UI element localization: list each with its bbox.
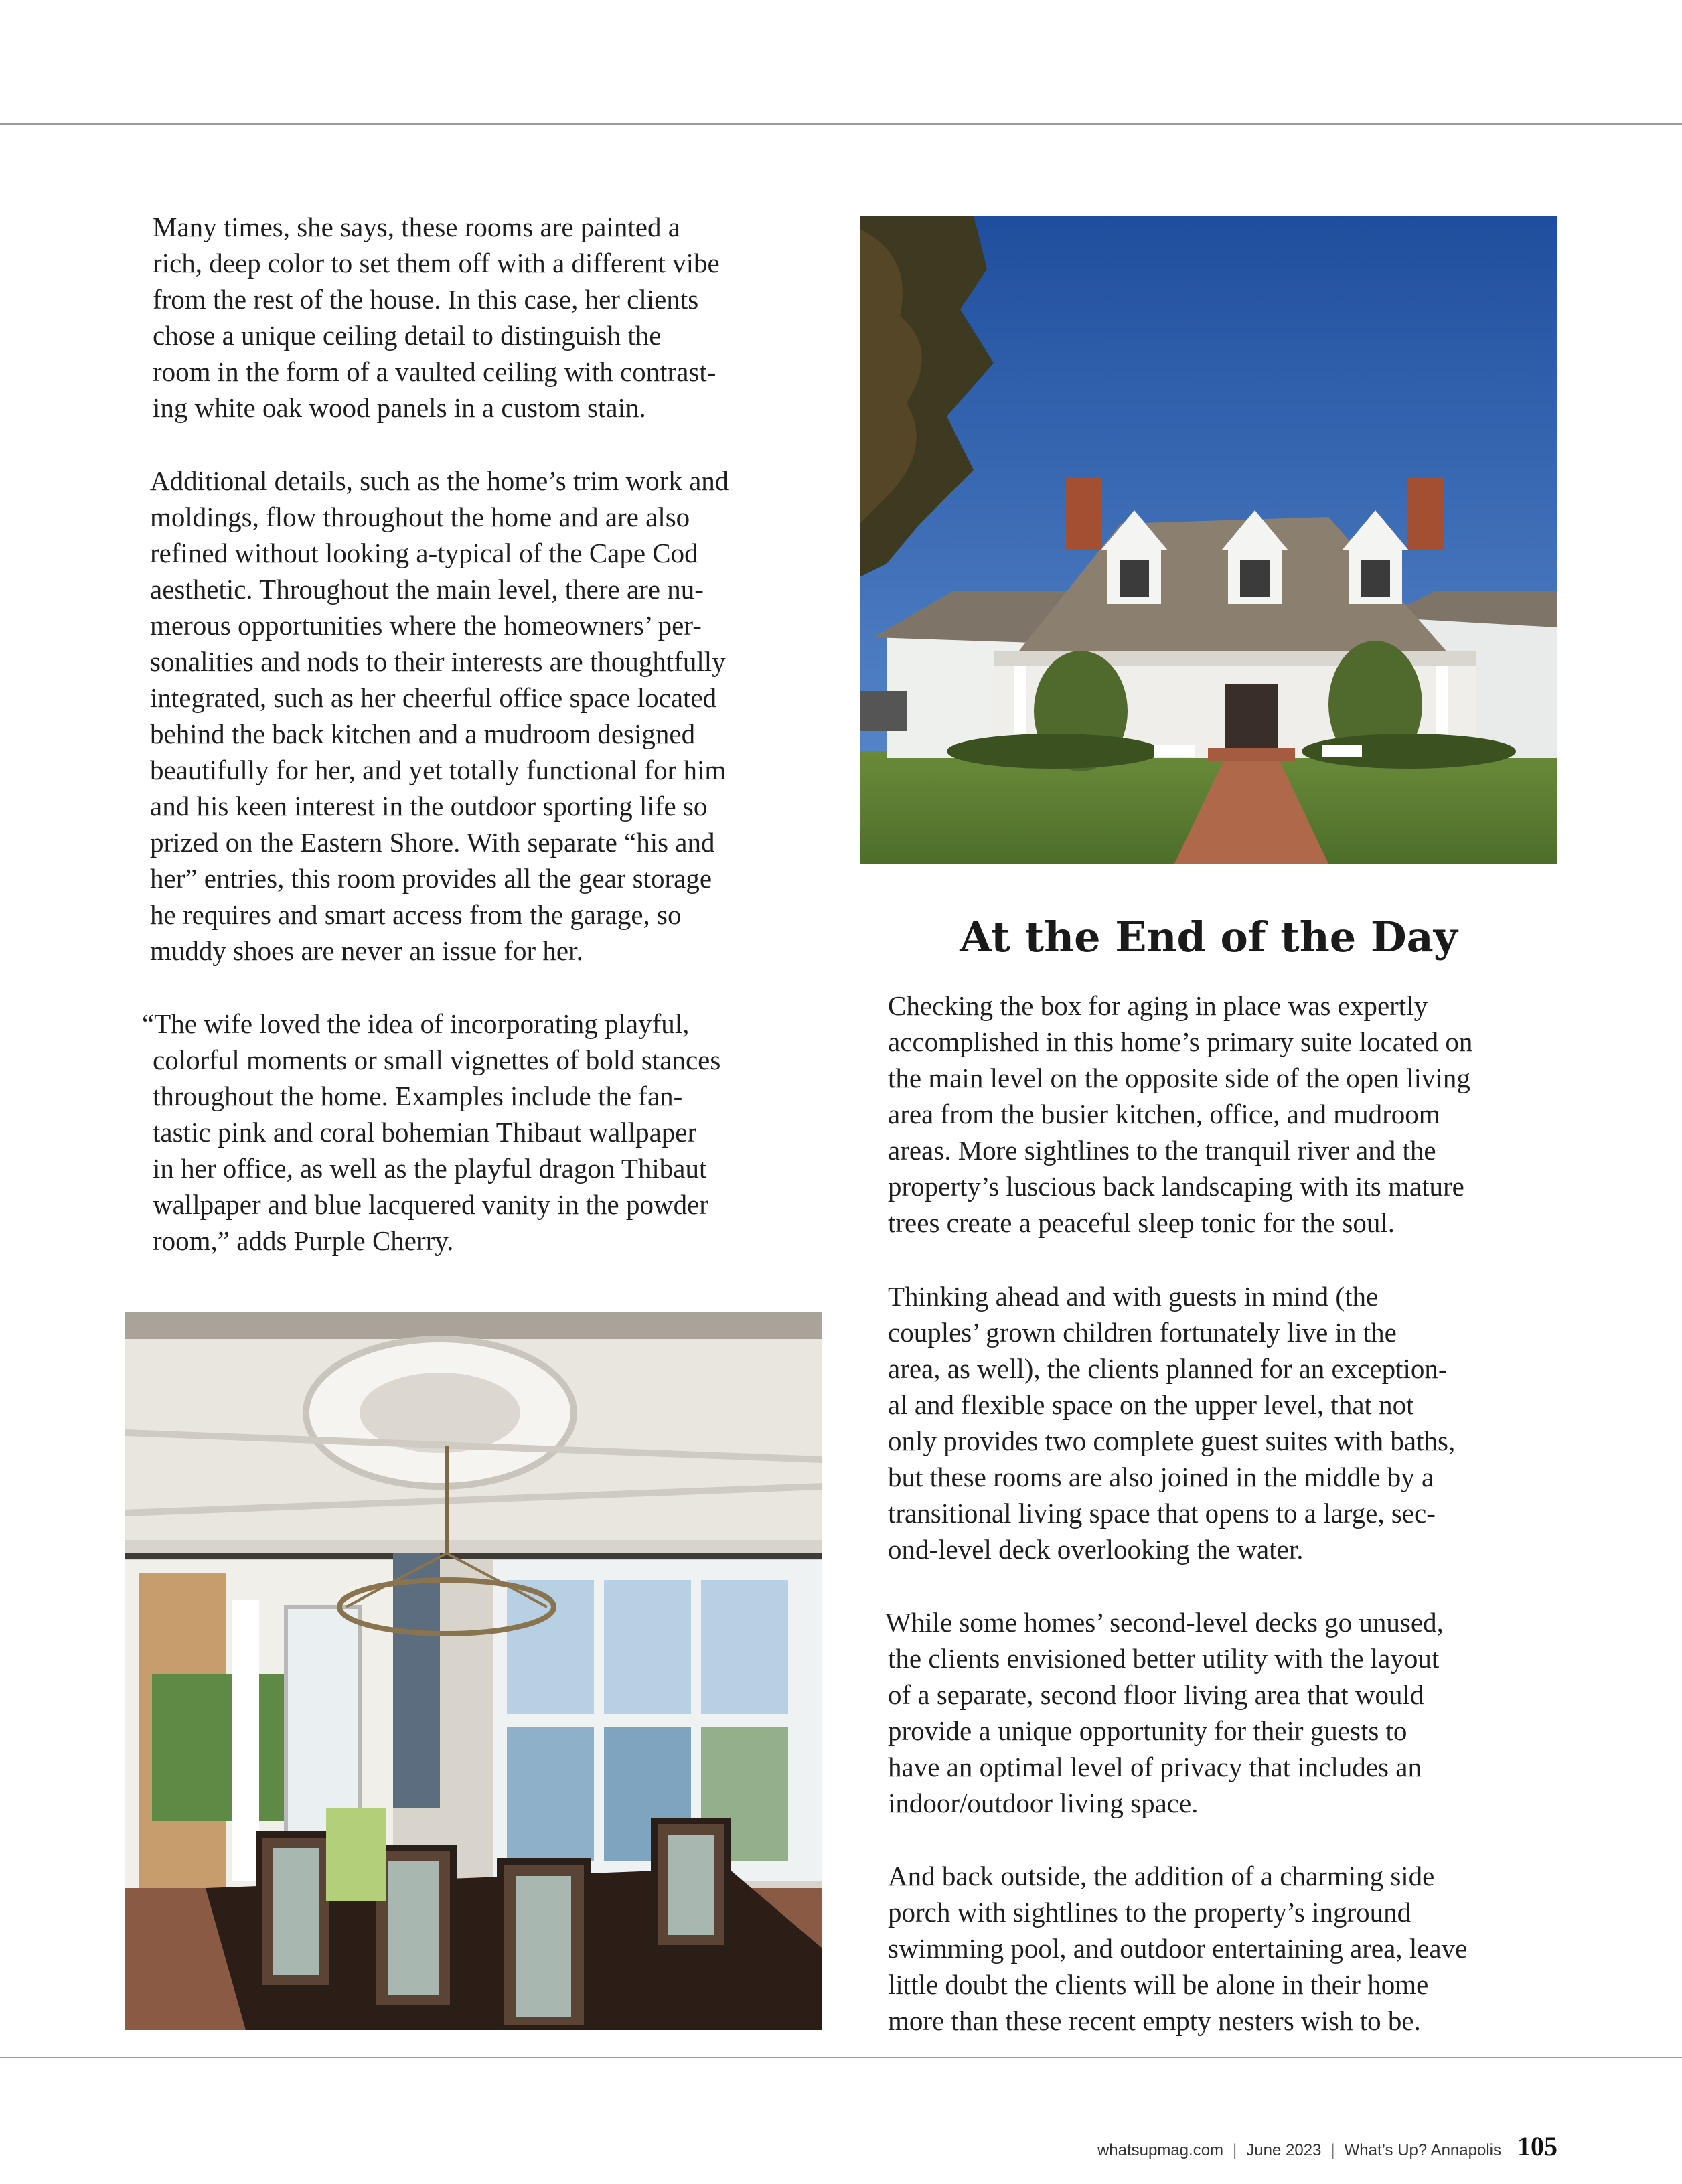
- text-line: aesthetic. Throughout the main level, there are nu-: [150, 574, 704, 605]
- text-line: accomplished in this home’s primary suite located on: [888, 1026, 1473, 1057]
- text-line: “The wife loved the idea of incorporating playful,: [142, 1008, 690, 1039]
- section-heading: At the End of the Day: [960, 913, 1458, 961]
- text-line: area from the busier kitchen, office, and mudroom: [888, 1099, 1440, 1129]
- dining-room-photo: [125, 1312, 822, 2030]
- text-line: integrated, such as her cheerful office space located: [150, 682, 717, 713]
- text-line: the main level on the opposite side of the open living: [888, 1063, 1470, 1093]
- text-line: have an optimal level of privacy that includes an: [888, 1751, 1422, 1782]
- text-line: in her office, as well as the playful dragon Thibaut: [153, 1153, 707, 1184]
- bottom-rule: [0, 2057, 1682, 2058]
- text-line: rich, deep color to set them off with a different vibe: [153, 248, 720, 279]
- text-line: tastic pink and coral bohemian Thibaut wallpaper: [153, 1117, 697, 1148]
- footer-separator: |: [1233, 2141, 1237, 2159]
- page-number: 105: [1517, 2131, 1557, 2161]
- text-line: area, as well), the clients planned for an exception-: [888, 1353, 1448, 1384]
- text-line: Many times, she says, these rooms are painted a: [153, 212, 680, 242]
- text-line: the clients envisioned better utility with the layout: [888, 1643, 1440, 1674]
- text-line: couples’ grown children fortunately live in the: [888, 1317, 1397, 1348]
- text-line: behind the back kitchen and a mudroom designed: [150, 718, 696, 749]
- text-line: al and flexible space on the upper level, that not: [888, 1389, 1414, 1420]
- text-line: ond-level deck overlooking the water.: [888, 1534, 1304, 1565]
- text-line: beautifully for her, and yet totally functional for him: [150, 755, 727, 785]
- text-line: sonalities and nods to their interests are thoughtfully: [150, 646, 726, 677]
- text-line: Additional details, such as the home’s trim work and: [150, 465, 729, 496]
- footer-site: whatsupmag.com: [1097, 2141, 1224, 2159]
- right-paragraph-4: [888, 1858, 1467, 2039]
- right-paragraph-3: [885, 1604, 1444, 1821]
- text-line: provide a unique opportunity for their guests to: [888, 1715, 1407, 1746]
- text-line: of a separate, second floor living area that would: [888, 1679, 1424, 1710]
- text-line: her” entries, this room provides all the gear storage: [150, 863, 712, 894]
- left-paragraph-1: [153, 209, 720, 426]
- right-paragraph-1: [888, 988, 1472, 1241]
- text-line: colorful moments or small vignettes of bold stances: [153, 1044, 721, 1075]
- house-exterior-photo: [860, 216, 1557, 864]
- text-line: ing white oak wood panels in a custom stain.: [153, 392, 646, 423]
- text-line: indoor/outdoor living space.: [888, 1788, 1199, 1818]
- text-line: room in the form of a vaulted ceiling with contrast-: [153, 356, 716, 387]
- right-paragraph-2: [888, 1278, 1455, 1567]
- text-line: merous opportunities where the homeowners’ per-: [150, 610, 702, 641]
- text-line: areas. More sightlines to the tranquil river and the: [888, 1135, 1436, 1166]
- text-line: refined without looking a-typical of the Cape Cod: [150, 538, 698, 568]
- text-line: from the rest of the house. In this case, her clients: [153, 284, 699, 315]
- text-line: only provides two complete guest suites with baths,: [888, 1425, 1456, 1456]
- text-line: room,” adds Purple Cherry.: [153, 1225, 454, 1256]
- footer-issue: June 2023: [1246, 2141, 1322, 2159]
- text-line: chose a unique ceiling detail to distinguish the: [153, 320, 662, 351]
- text-line: prized on the Eastern Shore. With separate “his and: [150, 827, 715, 858]
- text-line: but these rooms are also joined in the middle by a: [888, 1462, 1434, 1492]
- text-line: trees create a peaceful sleep tonic for the soul.: [888, 1207, 1395, 1238]
- top-rule: [0, 123, 1682, 125]
- text-line: he requires and smart access from the garage, so: [150, 899, 682, 930]
- text-line: porch with sightlines to the property’s inground: [888, 1897, 1411, 1928]
- text-line: And back outside, the addition of a charming side: [888, 1861, 1435, 1891]
- footer-separator: |: [1330, 2141, 1335, 2159]
- text-line: transitional living space that opens to a large, sec-: [888, 1498, 1436, 1529]
- text-line: little doubt the clients will be alone in their home: [888, 1969, 1429, 2000]
- text-line: more than these recent empty nesters wish to be.: [888, 2005, 1421, 2036]
- page-footer: [1097, 2130, 1557, 2164]
- text-line: and his keen interest in the outdoor sporting life so: [150, 791, 708, 822]
- text-line: Thinking ahead and with guests in mind (the: [888, 1281, 1379, 1312]
- text-line: While some homes’ second-level decks go unused,: [885, 1607, 1444, 1638]
- text-line: swimming pool, and outdoor entertaining area, leave: [888, 1933, 1468, 1964]
- left-paragraph-3-quote: [142, 1006, 720, 1259]
- text-line: throughout the home. Examples include the fan-: [153, 1081, 683, 1111]
- text-line: Checking the box for aging in place was expertly: [888, 990, 1428, 1021]
- footer-publication: What’s Up? Annapolis: [1344, 2141, 1501, 2159]
- left-paragraph-2: [150, 463, 729, 969]
- text-line: property’s luscious back landscaping with its mature: [888, 1171, 1464, 1202]
- text-line: muddy shoes are never an issue for her.: [150, 935, 583, 966]
- text-line: moldings, flow throughout the home and are also: [150, 501, 690, 532]
- text-line: wallpaper and blue lacquered vanity in the powder: [153, 1189, 708, 1220]
